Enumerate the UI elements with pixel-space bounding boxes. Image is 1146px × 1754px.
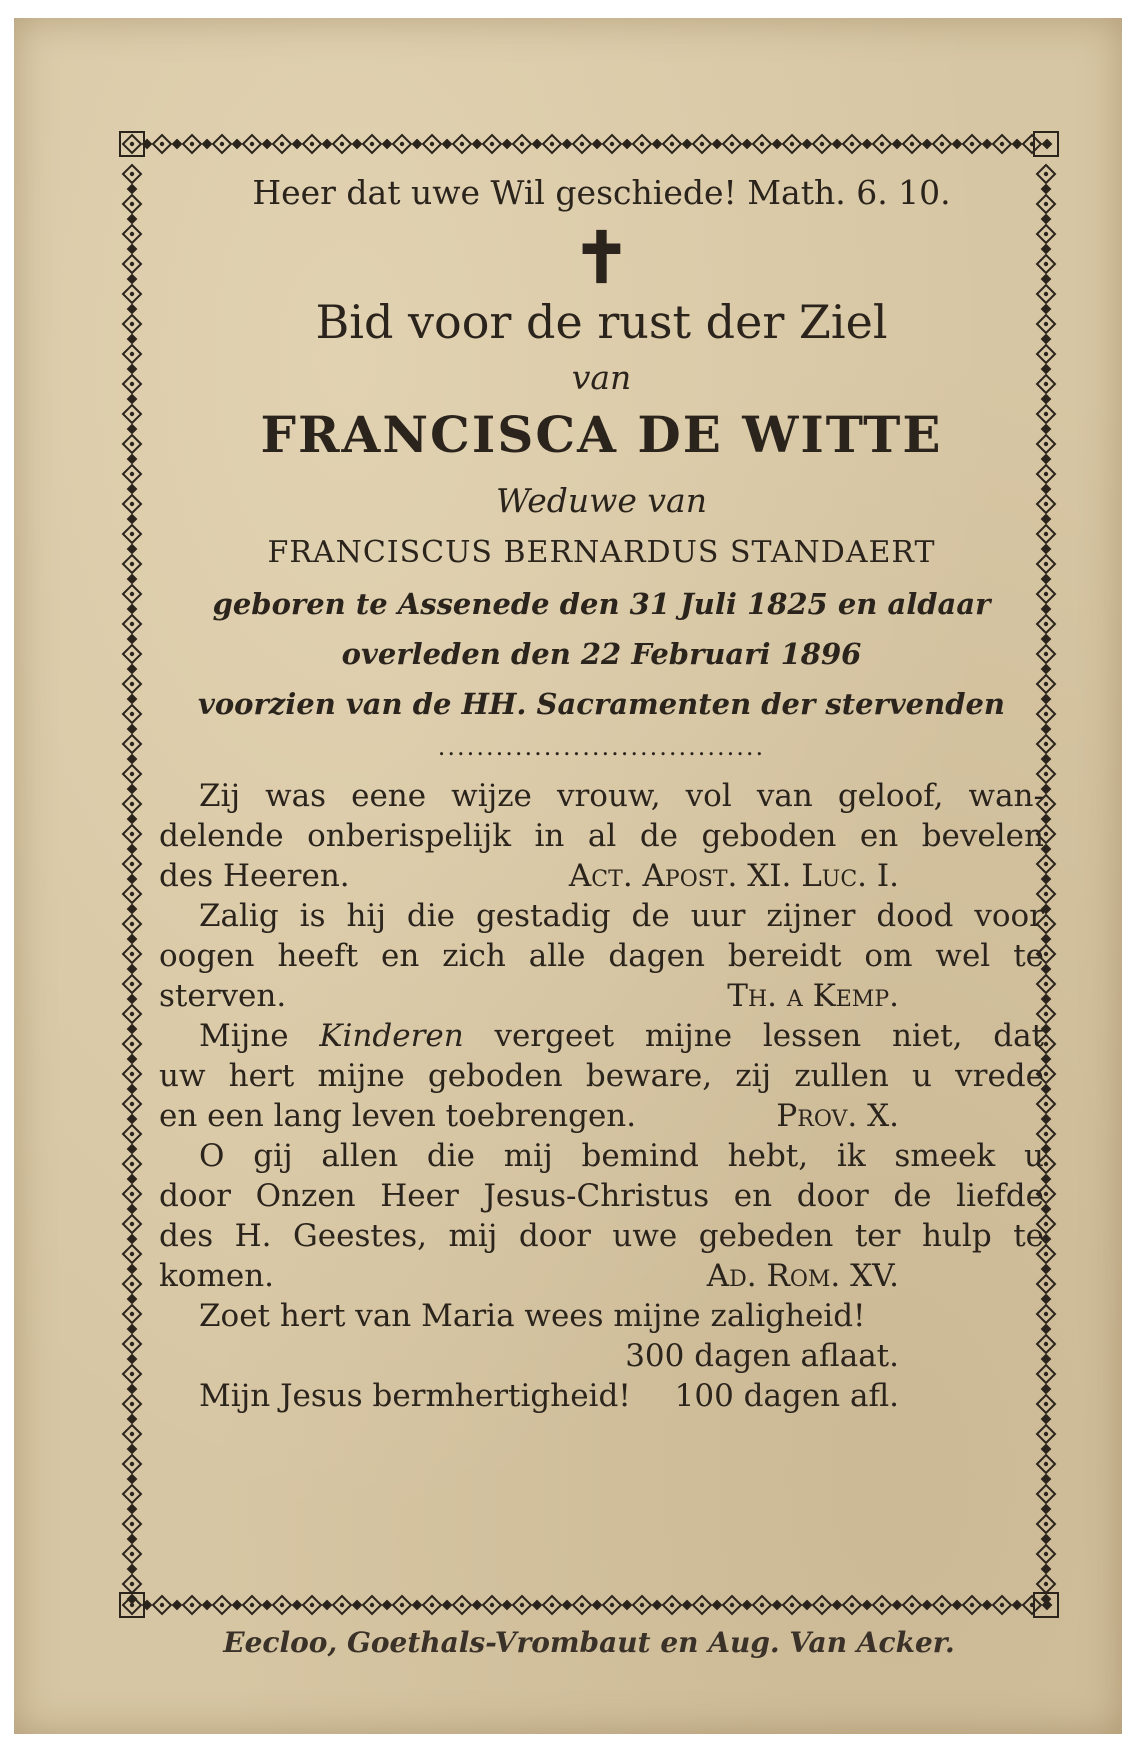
indulgence-2: Mijn Jesus bermhertigheid! xyxy=(199,1378,631,1414)
border-ornament xyxy=(503,140,511,148)
border-ornament-dot xyxy=(370,142,374,146)
border-ornament-dot xyxy=(1044,802,1048,806)
border-ornament xyxy=(128,575,136,583)
border-ornament xyxy=(953,140,961,148)
border-ornament xyxy=(128,815,136,823)
border-ornament-dot xyxy=(130,712,134,716)
separator: .................................. xyxy=(437,733,766,761)
border-ornament-dot xyxy=(1044,1492,1048,1496)
deceased-name: FRANCISCA DE WITTE xyxy=(260,405,943,464)
border-ornament-dot xyxy=(640,142,644,146)
border-ornament xyxy=(128,275,136,283)
border-ornament-dot xyxy=(130,892,134,896)
border-ornament xyxy=(128,1475,136,1483)
border-ornament xyxy=(983,140,991,148)
border-ornament-dot xyxy=(250,142,254,146)
border-ornament-dot xyxy=(1044,712,1048,716)
border-ornament xyxy=(128,995,136,1003)
border-ornament-dot xyxy=(130,472,134,476)
border-ornament-dot xyxy=(130,322,134,326)
border-ornament xyxy=(128,905,136,913)
border-ornament-dot xyxy=(130,952,134,956)
border-ornament-dot xyxy=(1044,1132,1048,1136)
border-ornament xyxy=(128,1175,136,1183)
border-ornament-dot xyxy=(130,922,134,926)
border-ornament-dot xyxy=(1044,382,1048,386)
border-ornament-dot xyxy=(190,142,194,146)
border-ornament xyxy=(263,140,271,148)
border-ornament xyxy=(128,1325,136,1333)
indulgence-1-days: 300 dagen aflaat. xyxy=(625,1338,899,1374)
border-ornament-dot xyxy=(130,1042,134,1046)
van-label: van xyxy=(571,358,632,397)
border-ornament xyxy=(128,635,136,643)
border-ornament-dot xyxy=(1044,1222,1048,1226)
border-ornament xyxy=(893,140,901,148)
border-ornament xyxy=(173,140,181,148)
border-ornament xyxy=(443,140,451,148)
border-ornament xyxy=(128,935,136,943)
border-ornament-dot xyxy=(130,442,134,446)
border-ornament-dot xyxy=(760,142,764,146)
border-ornament xyxy=(128,1025,136,1033)
border-ornament-dot xyxy=(1044,1252,1048,1256)
widow-label: Weduwe van xyxy=(496,481,707,520)
border-ornament xyxy=(128,1235,136,1243)
border-ornament xyxy=(128,845,136,853)
border-ornament-dot xyxy=(1044,652,1048,656)
border-ornament xyxy=(128,725,136,733)
passage-3-emphasis: Kinderen xyxy=(319,1018,464,1054)
border-ornament xyxy=(773,140,781,148)
border-ornament-dot xyxy=(790,142,794,146)
border-ornament-dot xyxy=(1044,832,1048,836)
border-ornament-dot xyxy=(1044,1162,1048,1166)
border-ornament-dot xyxy=(730,142,734,146)
border-ornament-dot xyxy=(130,1342,134,1346)
border-ornament xyxy=(128,1355,136,1363)
border-ornament xyxy=(128,1205,136,1213)
border-ornament-dot xyxy=(430,142,434,146)
memorial-card xyxy=(14,18,1122,1734)
border-ornament xyxy=(683,140,691,148)
passage-3-pre: Mijne xyxy=(199,1018,289,1054)
border-ornament-dot xyxy=(1044,442,1048,446)
border-ornament xyxy=(128,1535,136,1543)
border-ornament xyxy=(128,695,136,703)
border-ornament xyxy=(128,755,136,763)
border-ornament-dot xyxy=(130,382,134,386)
border-ornament xyxy=(803,140,811,148)
border-ornament xyxy=(128,665,136,673)
border-ornament-dot xyxy=(1044,1042,1048,1046)
border-ornament-dot xyxy=(1044,562,1048,566)
border-ornament-dot xyxy=(340,142,344,146)
border-ornament-dot xyxy=(130,652,134,656)
border-ornament-dot xyxy=(1044,1582,1048,1586)
card-content xyxy=(159,173,1044,1613)
border-ornament-dot xyxy=(550,142,554,146)
border-ornament xyxy=(128,425,136,433)
border-ornament-dot xyxy=(1044,1192,1048,1196)
border-ornament-dot xyxy=(130,1162,134,1166)
border-ornament-dot xyxy=(130,1102,134,1106)
border-ornament-dot xyxy=(1044,622,1048,626)
border-ornament-dot xyxy=(1044,742,1048,746)
border-ornament-dot xyxy=(130,202,134,206)
border-ornament-dot xyxy=(130,292,134,296)
border-ornament xyxy=(128,1085,136,1093)
border-ornament-dot xyxy=(460,142,464,146)
epigraph: Heer dat uwe Wil geschiede! Math. 6. 10. xyxy=(252,173,951,212)
border-ornament xyxy=(713,140,721,148)
indulgence-1: Zoet hert van Maria wees mijne zaligheid! xyxy=(199,1298,866,1334)
passage-4-line-1: O gij allen die mij bemind hebt, ik smeek u xyxy=(199,1138,1044,1174)
border-ornament-dot xyxy=(130,352,134,356)
spouse-name: FRANCISCUS BERNARDUS STANDAERT xyxy=(267,535,936,570)
border-ornament-dot xyxy=(1044,982,1048,986)
passage-4-line-2: door Onzen Heer Jesus-Christus en door de liefde xyxy=(159,1178,1044,1214)
border-ornament-dot xyxy=(610,142,614,146)
border-ornament xyxy=(128,1145,136,1153)
passage-4-ref: Ad. Rom. XV. xyxy=(706,1258,899,1294)
border-ornament-dot xyxy=(490,142,494,146)
border-ornament xyxy=(593,140,601,148)
border-ornament xyxy=(1013,140,1021,148)
border-ornament-dot xyxy=(670,142,674,146)
passage-3-ref: Prov. X. xyxy=(776,1098,899,1134)
border-ornament-dot xyxy=(130,742,134,746)
passage-1-ref: Act. Apost. XI. Luc. I. xyxy=(568,858,899,894)
border-ornament-dot xyxy=(130,802,134,806)
border-ornament-dot xyxy=(1044,472,1048,476)
border-ornament xyxy=(923,140,931,148)
border-ornament xyxy=(623,140,631,148)
border-ornament-dot xyxy=(1044,682,1048,686)
border-ornament-dot xyxy=(520,142,524,146)
border-ornament-dot xyxy=(130,232,134,236)
border-ornament-dot xyxy=(130,1312,134,1316)
border-ornament-dot xyxy=(1000,142,1004,146)
border-ornament-dot xyxy=(1044,1462,1048,1466)
passage-1-line-1: Zij was eene wijze vrouw, vol van geloof, wan- xyxy=(199,778,1044,814)
border-ornament-dot xyxy=(1044,1432,1048,1436)
border-ornament xyxy=(293,140,301,148)
border-ornament-dot xyxy=(1044,892,1048,896)
border-ornament xyxy=(233,140,241,148)
border-ornament-dot xyxy=(310,142,314,146)
border-ornament xyxy=(128,965,136,973)
border-ornament-dot xyxy=(130,1462,134,1466)
border-ornament xyxy=(863,140,871,148)
border-ornament-dot xyxy=(130,1492,134,1496)
border-ornament-dot xyxy=(130,1012,134,1016)
border-ornament xyxy=(743,140,751,148)
border-ornament-dot xyxy=(130,622,134,626)
border-ornament-dot xyxy=(130,1282,134,1286)
border-ornament-dot xyxy=(130,772,134,776)
border-ornament xyxy=(128,1595,136,1603)
birth-line: geboren te Assenede den 31 Juli 1825 en aldaar xyxy=(212,587,991,621)
border-ornament-dot xyxy=(1044,502,1048,506)
border-ornament xyxy=(128,785,136,793)
border-ornament-dot xyxy=(130,982,134,986)
border-ornament-dot xyxy=(130,1132,134,1136)
border-ornament-dot xyxy=(880,142,884,146)
indulgence-2-days: 100 dagen afl. xyxy=(674,1378,899,1414)
border-ornament-dot xyxy=(1044,1522,1048,1526)
border-ornament xyxy=(128,1295,136,1303)
border-ornament xyxy=(1043,140,1051,148)
border-ornament-dot xyxy=(1044,532,1048,536)
passage-2-text-end: sterven. xyxy=(159,978,287,1014)
border-ornament-dot xyxy=(130,1522,134,1526)
border-ornament-dot xyxy=(130,1192,134,1196)
border-ornament xyxy=(128,305,136,313)
border-ornament xyxy=(833,140,841,148)
border-ornament xyxy=(128,215,136,223)
sacraments-line: voorzien van de HH. Sacramenten der stervenden xyxy=(197,687,1006,721)
border-ornament xyxy=(383,140,391,148)
border-ornament-dot xyxy=(130,262,134,266)
border-ornament xyxy=(128,515,136,523)
border-ornament-dot xyxy=(130,592,134,596)
border-ornament xyxy=(353,140,361,148)
border-ornament xyxy=(128,1415,136,1423)
border-ornament xyxy=(128,245,136,253)
border-ornament xyxy=(128,1115,136,1123)
border-ornament-dot xyxy=(130,562,134,566)
passage-3-line-1 xyxy=(159,1018,1044,1054)
border-ornament-dot xyxy=(130,532,134,536)
border-ornament-dot xyxy=(1044,1012,1048,1016)
border-ornament-dot xyxy=(1044,1342,1048,1346)
border-ornament-dot xyxy=(130,1222,134,1226)
border-ornament-dot xyxy=(910,142,914,146)
border-ornament xyxy=(128,185,136,193)
border-ornament-dot xyxy=(130,682,134,686)
border-ornament-dot xyxy=(970,142,974,146)
border-ornament-dot xyxy=(1044,862,1048,866)
border-ornament xyxy=(128,1385,136,1393)
border-ornament-dot xyxy=(1044,202,1048,206)
border-ornament xyxy=(653,140,661,148)
border-ornament-dot xyxy=(700,142,704,146)
border-ornament xyxy=(128,875,136,883)
passage-2-line-1: Zalig is hij die gestadig de uur zijner dood voor xyxy=(199,898,1044,934)
border-ornament xyxy=(128,1265,136,1273)
border-ornament xyxy=(128,1055,136,1063)
border-ornament-dot xyxy=(1044,1282,1048,1286)
border-ornament xyxy=(128,395,136,403)
border-ornament xyxy=(203,140,211,148)
border-ornament xyxy=(128,545,136,553)
border-ornament xyxy=(128,605,136,613)
border-ornament-dot xyxy=(130,142,134,146)
border-ornament-dot xyxy=(130,1582,134,1586)
border-ornament-dot xyxy=(280,142,284,146)
border-ornament-dot xyxy=(850,142,854,146)
border-ornament-dot xyxy=(1044,232,1048,236)
border-ornament-dot xyxy=(130,1552,134,1556)
border-ornament xyxy=(323,140,331,148)
border-ornament-dot xyxy=(130,1402,134,1406)
prayer-heading: Bid voor de rust der Ziel xyxy=(315,295,888,349)
border-ornament-dot xyxy=(130,502,134,506)
passage-3-line-2: uw hert mijne geboden beware, zij zullen u vrede xyxy=(159,1058,1044,1094)
border-ornament xyxy=(128,455,136,463)
border-ornament-dot xyxy=(160,142,164,146)
border-ornament-dot xyxy=(130,1072,134,1076)
passage-1-text-end: des Heeren. xyxy=(159,858,350,894)
border-ornament-dot xyxy=(1044,412,1048,416)
border-ornament xyxy=(128,335,136,343)
border-ornament-dot xyxy=(130,1252,134,1256)
passage-3-text-end: en een lang leven toebrengen. xyxy=(159,1098,637,1134)
border-ornament-dot xyxy=(940,142,944,146)
passage-2-line-2: oogen heeft en zich alle dagen bereidt om wel te xyxy=(159,938,1044,974)
passage-2-ref: Th. a Kemp. xyxy=(727,978,899,1014)
passage-3-post: vergeet mijne lessen niet, dat xyxy=(494,1018,1045,1054)
border-ornament-dot xyxy=(820,142,824,146)
border-ornament-dot xyxy=(1044,172,1048,176)
border-ornament xyxy=(413,140,421,148)
border-ornament-dot xyxy=(1044,1072,1048,1076)
death-line: overleden den 22 Februari 1896 xyxy=(341,637,862,671)
passage-4-line-3: des H. Geestes, mij door uwe gebeden ter hulp te xyxy=(159,1218,1044,1254)
border-ornament-dot xyxy=(1044,352,1048,356)
border-ornament-dot xyxy=(220,142,224,146)
border-ornament-dot xyxy=(1044,592,1048,596)
border-ornament-dot xyxy=(130,862,134,866)
passage-1-line-2: delende onberispelijk in al de geboden en bevelen xyxy=(159,818,1044,854)
border-ornament-dot xyxy=(1044,772,1048,776)
border-ornament xyxy=(563,140,571,148)
border-ornament xyxy=(473,140,481,148)
border-ornament-dot xyxy=(130,832,134,836)
border-ornament-dot xyxy=(1044,262,1048,266)
printer-imprint: Eecloo, Goethals-Vrombaut en Aug. Van Acker. xyxy=(223,1626,955,1659)
border-ornament-dot xyxy=(400,142,404,146)
border-ornament-dot xyxy=(1044,1552,1048,1556)
border-ornament xyxy=(533,140,541,148)
passage-4-text-end: komen. xyxy=(159,1258,275,1294)
border-ornament-dot xyxy=(1044,922,1048,926)
border-ornament xyxy=(128,485,136,493)
border-ornament-dot xyxy=(130,1432,134,1436)
border-ornament-dot xyxy=(1044,952,1048,956)
border-ornament-dot xyxy=(1044,292,1048,296)
cross-icon: ✝ xyxy=(572,216,631,299)
border-ornament-dot xyxy=(130,1372,134,1376)
border-ornament xyxy=(128,365,136,373)
border-ornament xyxy=(128,1445,136,1453)
border-ornament-dot xyxy=(1044,1372,1048,1376)
border-ornament-dot xyxy=(1044,322,1048,326)
border-ornament-dot xyxy=(580,142,584,146)
border-ornament-dot xyxy=(130,412,134,416)
border-ornament xyxy=(128,1505,136,1513)
border-ornament xyxy=(128,1565,136,1573)
border-ornament-dot xyxy=(130,172,134,176)
border-ornament-dot xyxy=(1044,1102,1048,1106)
